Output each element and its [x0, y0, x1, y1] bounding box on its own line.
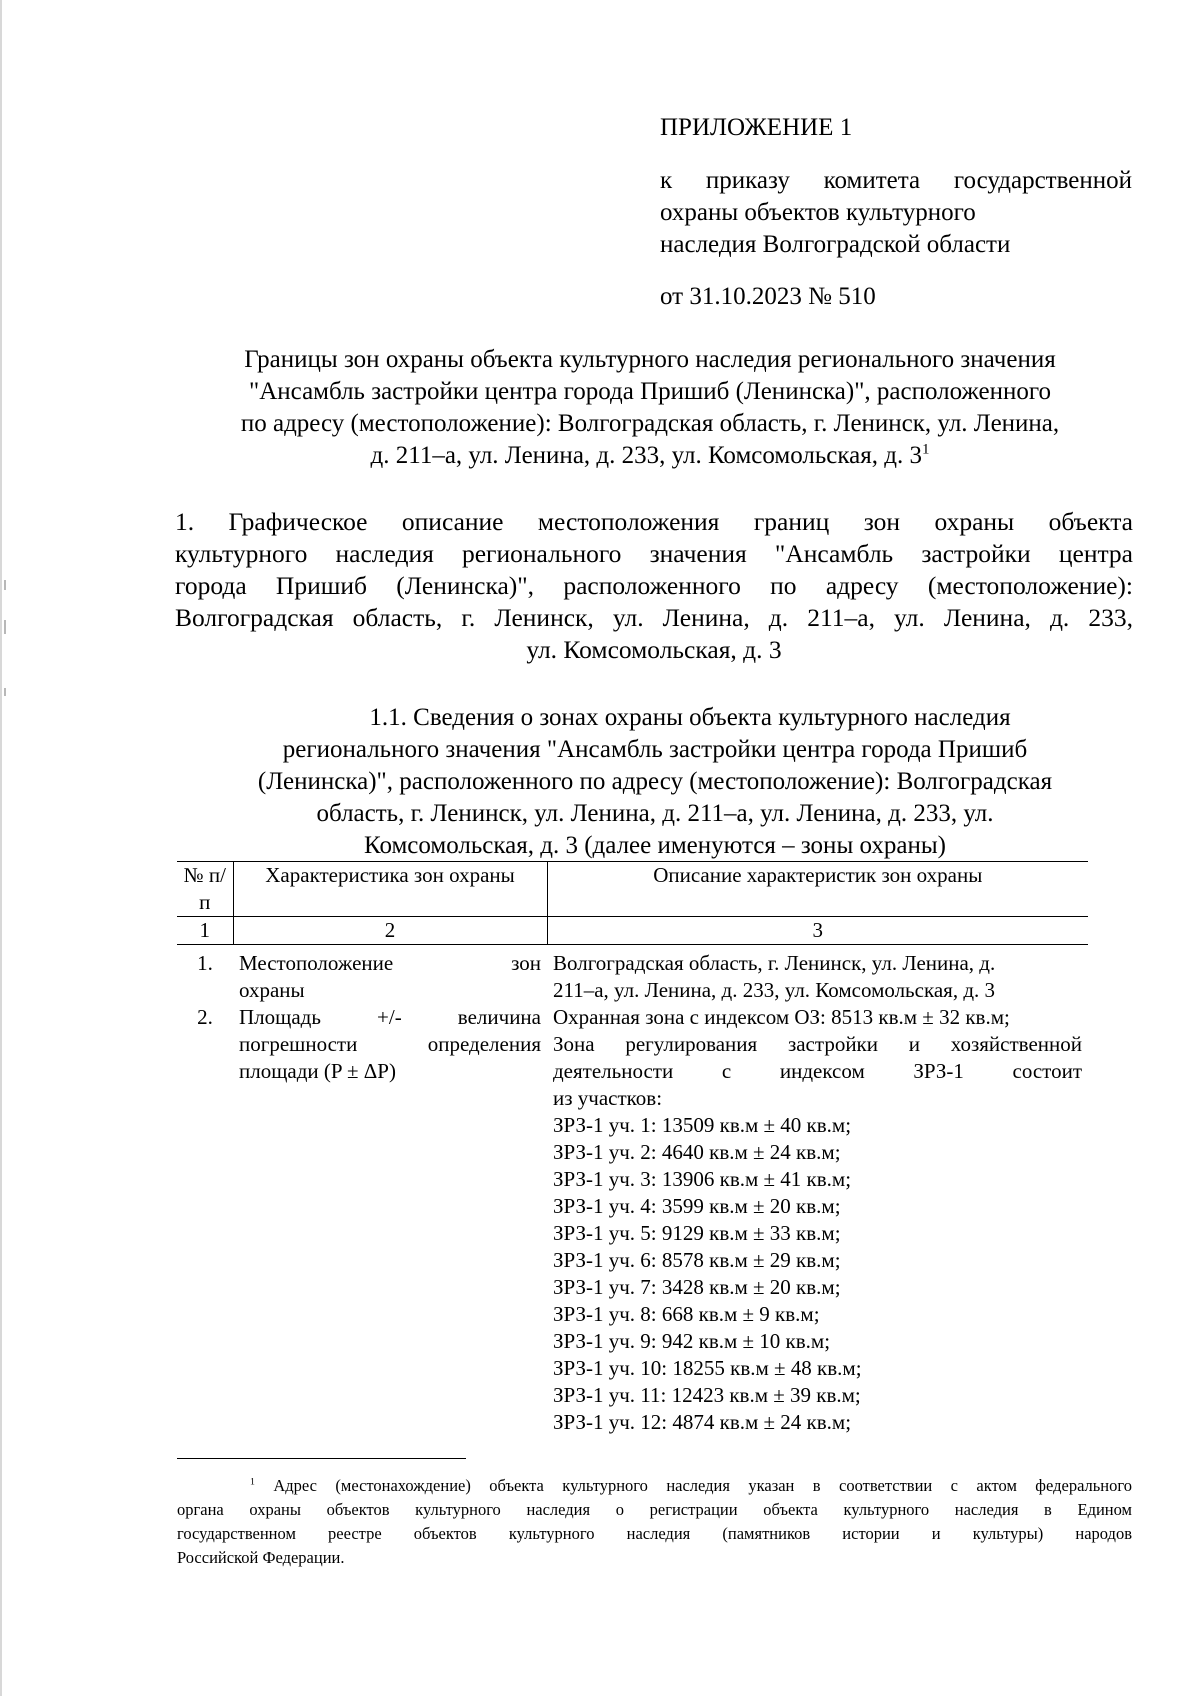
header-number: № п/п: [177, 862, 233, 917]
row-number: 1.: [197, 951, 213, 975]
description-line: ЗРЗ-1 уч. 2: 4640 кв.м ± 24 кв.м;: [553, 1140, 841, 1164]
description-line: Волгоградская область, г. Ленинск, ул. Ленина, д.: [553, 951, 996, 975]
description-line: ЗРЗ-1 уч. 12: 4874 кв.м ± 24 кв.м;: [553, 1410, 852, 1434]
document-title: [170, 344, 1130, 472]
description-line: 211–а, ул. Ленина, д. 233, ул. Комсомольская, д. 3: [553, 978, 996, 1002]
description-line: ЗРЗ-1 уч. 10: 18255 кв.м ± 48 кв.м;: [553, 1356, 862, 1380]
order-date: от 31.10.2023 № 510: [660, 283, 876, 310]
characteristic-line: погрешности определения: [239, 1032, 541, 1056]
header-description: Описание характеристик зон охраны: [547, 862, 1088, 917]
title-line: "Ансамбль застройки центра города Пришиб (Ленинска)", расположенного: [249, 378, 1051, 405]
subsection-line: 1.1. Сведения о зонах охраны объекта культурного наследия: [369, 704, 1011, 731]
footnote-line-text: Адрес (местонахождение) объекта культурного наследия указан в соответствии с актом федерального: [273, 1476, 1132, 1495]
section-1-heading: [175, 506, 1133, 666]
scan-mark: [4, 580, 6, 590]
scan-edge: [0, 0, 2, 1696]
characteristic-line: Площадь +/- величина: [239, 1005, 541, 1029]
description-line: ЗРЗ-1 уч. 11: 12423 кв.м ± 39 кв.м;: [553, 1383, 861, 1407]
footnote-line: [177, 1474, 1132, 1498]
column-number: 3: [547, 917, 1088, 945]
scan-mark: [4, 688, 6, 696]
description-line: ЗРЗ-1 уч. 1: 13509 кв.м ± 40 кв.м;: [553, 1113, 852, 1137]
description-line: ЗРЗ-1 уч. 7: 3428 кв.м ± 20 кв.м;: [553, 1275, 841, 1299]
footnote-line: Российской Федерации.: [177, 1548, 345, 1567]
row-characteristic: [233, 1004, 547, 1436]
header-characteristic: Характеристика зон охраны: [233, 862, 547, 917]
footnote-marker: 1: [250, 1476, 255, 1488]
row-description: [547, 945, 1088, 1005]
title-line: [170, 440, 1130, 472]
table-row: [177, 1004, 1088, 1436]
description-line: Охранная зона с индексом ОЗ: 8513 кв.м ± 32 кв.м;: [553, 1005, 1010, 1029]
description-line: ЗРЗ-1 уч. 5: 9129 кв.м ± 33 кв.м;: [553, 1221, 841, 1245]
section-1-line: культурного наследия регионального значения "Ансамбль застройки центра: [175, 539, 1133, 568]
row-number: 2.: [197, 1005, 213, 1029]
characteristic-line: охраны: [239, 978, 305, 1002]
title-line: по адресу (местоположение): Волгоградская область, г. Ленинск, ул. Ленина,: [240, 410, 1060, 437]
to-order-line: к приказу комитета государственной: [660, 167, 1132, 194]
table-row: [177, 945, 1088, 1005]
scan-mark: [4, 620, 6, 634]
to-order-line: охраны объектов культурного: [660, 199, 976, 226]
subsection-1-1-heading: [190, 702, 1120, 862]
footnote-separator: [177, 1458, 466, 1459]
column-number: 2: [233, 917, 547, 945]
description-line: ЗРЗ-1 уч. 6: 8578 кв.м ± 29 кв.м;: [553, 1248, 841, 1272]
table-header-row: [177, 862, 1088, 917]
section-1-line: ул. Комсомольская, д. 3: [526, 635, 782, 664]
appendix-label: ПРИЛОЖЕНИЕ 1: [660, 114, 853, 141]
section-1-line: 1. Графическое описание местоположения границ зон охраны объекта: [175, 507, 1133, 536]
title-line: Границы зон охраны объекта культурного наследия регионального значения: [244, 346, 1056, 373]
description-line: деятельности с индексом ЗРЗ-1 состоит: [553, 1059, 1082, 1083]
description-line: ЗРЗ-1 уч. 4: 3599 кв.м ± 20 кв.м;: [553, 1194, 841, 1218]
description-line: ЗРЗ-1 уч. 8: 668 кв.м ± 9 кв.м;: [553, 1302, 820, 1326]
description-line: Зона регулирования застройки и хозяйственной: [553, 1032, 1082, 1056]
section-1-line: города Пришиб (Ленинска)", расположенного по адресу (местоположение):: [175, 571, 1133, 600]
subsection-line: Комсомольская, д. 3 (далее именуются – зоны охраны): [364, 832, 946, 859]
to-order-line: наследия Волгоградской области: [660, 231, 1011, 258]
footnote-line: государственном реестре объектов культурного наследия (памятников истории и культуры) народов: [177, 1524, 1132, 1543]
footnote-reference[interactable]: 1: [921, 441, 930, 458]
column-number: 1: [177, 917, 233, 945]
description-line: из участков:: [553, 1086, 663, 1110]
subsection-line: область, г. Ленинск, ул. Ленина, д. 211–а, ул. Ленина, д. 233, ул.: [316, 800, 994, 827]
row-description: [547, 1004, 1088, 1436]
characteristic-line: Местоположение зон: [239, 951, 541, 975]
characteristic-line: площади (P ± ΔP): [239, 1059, 396, 1083]
title-line-text: д. 211–а, ул. Ленина, д. 233, ул. Комсомольская, д. 3: [370, 442, 922, 469]
subsection-line: регионального значения "Ансамбль застройки центра города Пришиб: [282, 736, 1028, 763]
footnote-line: органа охраны объектов культурного наследия о регистрации объекта культурного наследия в Едином: [177, 1500, 1132, 1519]
footnote: [177, 1474, 1132, 1570]
description-line: ЗРЗ-1 уч. 9: 942 кв.м ± 10 кв.м;: [553, 1329, 831, 1353]
description-line: ЗРЗ-1 уч. 3: 13906 кв.м ± 41 кв.м;: [553, 1167, 852, 1191]
row-characteristic: [233, 945, 547, 1005]
column-numbers-row: [177, 917, 1088, 945]
subsection-line: (Ленинска)", расположенного по адресу (местоположение): Волгоградская: [257, 768, 1053, 795]
section-1-line: Волгоградская область, г. Ленинск, ул. Ленина, д. 211–а, ул. Ленина, д. 233,: [175, 603, 1133, 632]
zones-table: [177, 861, 1088, 1436]
to-order-block: [660, 165, 1132, 261]
